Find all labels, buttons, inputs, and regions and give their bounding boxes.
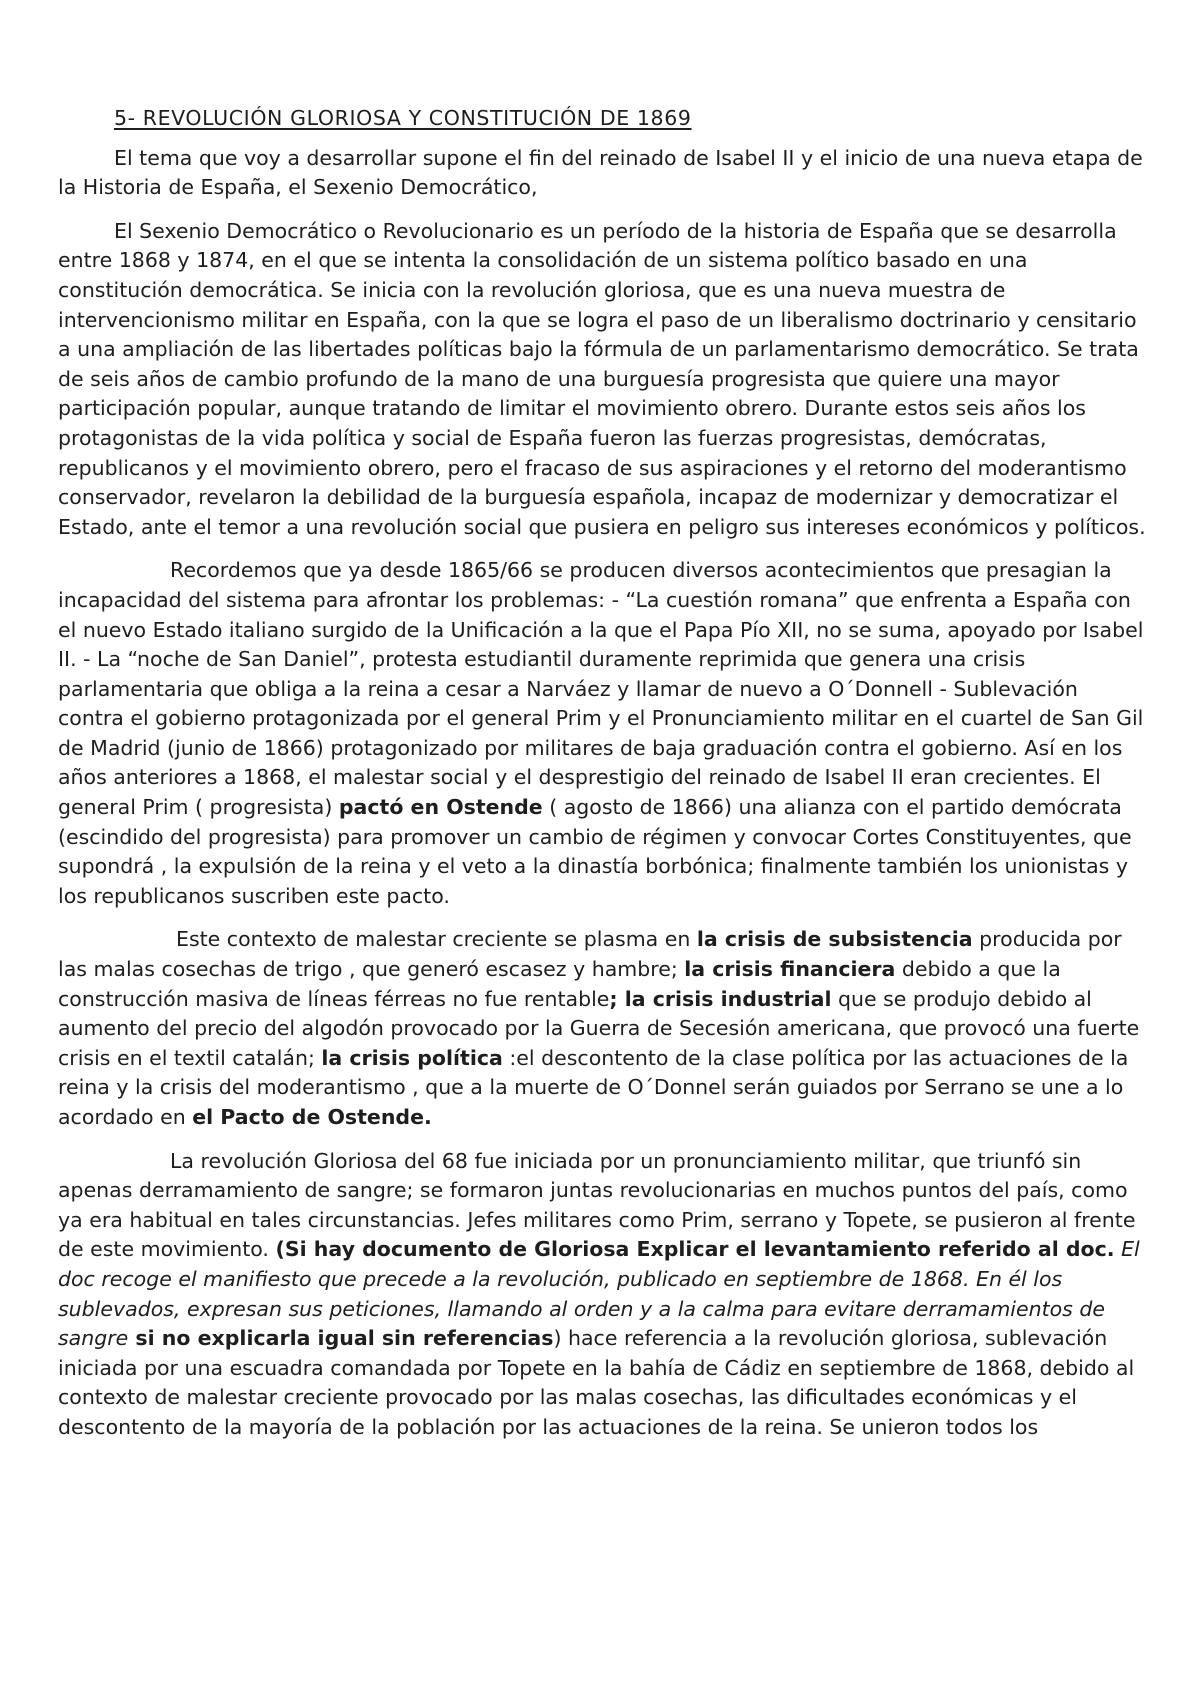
paragraph-revolucion bbox=[58, 1147, 1150, 1443]
paragraph-crisis bbox=[58, 925, 1150, 1132]
pacto-ostende-bold: pactó en Ostende bbox=[338, 795, 543, 820]
documento-gloriosa-bold: (Si hay documento de Gloriosa Explicar el levantamiento referido al doc. bbox=[275, 1237, 1115, 1262]
sin-referencias-bold: si no explicarla igual sin referencias bbox=[128, 1326, 554, 1351]
paragraph-crisis-text-a: Este contexto de malestar creciente se plasma en bbox=[176, 927, 697, 952]
paragraph-crisis-text-e: debido a que la construcción masiva de líneas férreas no fue rentable bbox=[58, 957, 1061, 1011]
paragraph-intro: El tema que voy a desarrollar supone el fin del reinado de Isabel II y el inicio de una nueva etapa de la Historia de España, el Sexenio Democrático, bbox=[58, 145, 1143, 200]
paragraph-antecedentes-text-c: ( agosto de 1866) una alianza con el partido demócrata (escindido del progresista) para promover un cambio de régimen y convocar Cortes Constituyentes, que supondrá , la expulsión de la reina y el veto a la dinastía borbónica; finalmente también los unionistas y los republicanos suscriben este pacto. bbox=[58, 795, 1132, 908]
crisis-subsistencia-bold: la crisis de subsistencia bbox=[696, 927, 973, 952]
paragraph-revolucion-text-e: ) hace referencia a la revolución gloriosa, sublevación iniciada por una escuadra comandada por Topete en la bahía de Cádiz en septiembre de 1868, debido al contexto de malestar creciente provocado por las malas cosechas, las dificultades económicas y el descontento de la mayoría de la población por las actuaciones de la reina. Se unieron todos los bbox=[58, 1326, 1135, 1439]
manifiesto-italic: El doc recoge el manifiesto que precede a la revolución, publicado en septiembre de 1868. En él los sublevados, expresan sus peticiones, llamando al orden y a la calma para evitare derramamientos de sangre bbox=[58, 1237, 1140, 1351]
pacto-ostende-final-bold: el Pacto de Ostende. bbox=[192, 1105, 432, 1129]
paragraph-revolucion-text-a: La revolución Gloriosa del 68 fue iniciada por un pronunciamiento militar, que triunfó sin apenas derramamiento de sangre; se formaron juntas revolucionarias en muchos puntos del país, como ya era habitual en tales circunstancias. Jefes militares como Prim, serrano y Topete, se pusieron al frente de este movimiento. bbox=[58, 1148, 1136, 1262]
crisis-industrial-bold: ; la crisis industrial bbox=[609, 986, 832, 1011]
document-page bbox=[58, 104, 1150, 1457]
paragraph-crisis-text-i: :el descontento de la clase política por las actuaciones de la reina y la crisis del moderantismo , que a la muerte de O´Donnel serán guiados por Serrano se une a lo acordado en bbox=[58, 1045, 1129, 1129]
paragraph-sexenio: El Sexenio Democrático o Revolucionario es un período de la historia de España que se desarrolla entre 1868 y 1874, en el que se intenta la consolidación de un sistema político basado en una constitución democrática. Se inicia con la revolución gloriosa, que es una nueva muestra de intervencionismo militar en España, con la que se logra el paso de un liberalismo doctrinario y censitario a una ampliación de las libertades políticas bajo la fórmula de un parlamentarismo democrático. Se trata de seis años de cambio profundo de la mano de una burguesía progresista que quiere una mayor participación popular, aunque tratando de limitar el movimiento obrero. Durante estos seis años los protagonistas de la vida política y social de España fueron las fuerzas progresistas, demócratas, republicanos y el movimiento obrero, pero el fracaso de sus aspiraciones y el retorno del moderantismo conservador, revelaron la debilidad de la burguesía española, incapaz de modernizar y democratizar el Estado, ante el temor a una revolución social que pusiera en peligro sus intereses económicos y políticos. bbox=[58, 218, 1146, 539]
crisis-financiera-bold: la crisis financiera bbox=[684, 957, 896, 982]
document-title: 5- REVOLUCIÓN GLORIOSA Y CONSTITUCIÓN DE 1869 bbox=[114, 106, 692, 130]
paragraph-antecedentes-text-a: Recordemos que ya desde 1865/66 se producen diversos acontecimientos que presagian la incapacidad del sistema para afrontar los problemas: - “La cuestión romana” que enfrenta a España con el nuevo Estado italiano surgido de la Unificación a la que el Papa Pío XII, no se suma, apoyado por Isabel II. - La “noche de San Daniel”, protesta estudiantil duramente reprimida que genera una crisis parlamentaria que obliga a la reina a cesar a Narváez y llamar de nuevo a O´Donnell - Sublevación contra el gobierno protagonizada por el general Prim y el Pronunciamiento militar en el cuartel de San Gil de Madrid (junio de 1866) protagonizado por militares de baja graduación contra el gobierno. Así en los años anteriores a 1868, el malestar social y el desprestigio del reinado de Isabel II eran crecientes. El general Prim ( progresista) bbox=[58, 558, 1144, 820]
paragraph-crisis-text-c: producida por las malas cosechas de trigo , que generó escasez y hambre; bbox=[58, 927, 1122, 982]
paragraph-antecedentes bbox=[58, 556, 1150, 911]
paragraph-crisis-text-g: que se produjo debido al aumento del precio del algodón provocado por la Guerra de Secesión americana, que provocó una fuerte crisis en el textil catalán; bbox=[58, 986, 1140, 1070]
crisis-politica-bold: la crisis política bbox=[321, 1045, 503, 1070]
